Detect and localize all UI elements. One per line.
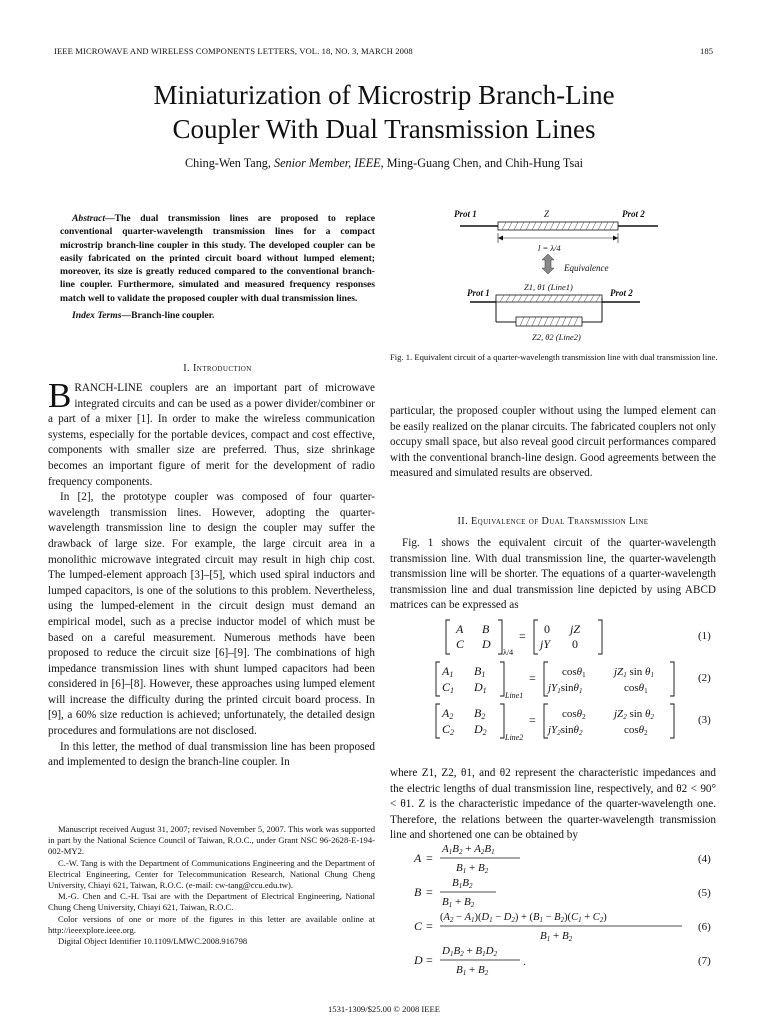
fig-line1-label: Z1, θ1 (Line1) [524, 282, 573, 292]
eq-number-3: (3) [698, 714, 711, 726]
authors-rest: Ming-Guang Chen, and Chih-Hung Tsai [386, 156, 583, 170]
footnotes [48, 824, 375, 947]
fig-port2-top: Prot 2 [622, 209, 645, 219]
fig-port2-bottom: Prot 2 [610, 288, 633, 298]
svg-text:(A2 − A1)(D1 − D2) + (B1 − B2): (A2 − A1)(D1 − D2) + (B1 − B2)(C1 + C2) [440, 912, 607, 924]
svg-text:C2: C2 [442, 722, 455, 737]
svg-text:B1 + B2: B1 + B2 [456, 964, 489, 977]
eq-number-6: (6) [698, 921, 711, 933]
footnote-chen-tsai: M.-G. Chen and C.-H. Tsai are with the Department of Electrical Engineering, National Chung Cheng University, Chiayi 621, Taiwan, R.O.C. [48, 891, 375, 913]
svg-text:D: D [482, 637, 491, 651]
footnote-tang: C.-W. Tang is with the Department of Communications Engineering and the Department of Electrical Engineering, Center for Telecommunication Research, National Chung Cheng University, Chiayi 621, Taiwan, R.O.C. (e-mail: cw-tang@ccu.edu.tw). [48, 857, 375, 891]
svg-text:=: = [529, 671, 536, 685]
intro-paragraph-cont: particular, the proposed coupler without using the lumped element can be easily realized on the planar circuits. The fabricated couplers not only occupy small space, but also reveal good circuit performances compared with the conventional branch-line design. Good agreements between the measured and simulated results are observed. [390, 405, 716, 480]
svg-text:A1B2 + A2B1: A1B2 + A2B1 [442, 843, 495, 856]
svg-text:=: = [426, 885, 433, 899]
svg-text:B1 + B2: B1 + B2 [540, 930, 573, 943]
intro-paragraph-2: In [2], the prototype coupler was composed of four quarter-wavelength transmission lines. However, adopting the quarter-wavelength transmission line to design the coupler may suffer the drawback of large size. For example, the large circuit area in a monolithic microwave integrated circuit may result in high chip cost. The lumped-element approach [3]–[5], which used spiral inductors and lumped capacitors, is one of the solutions to this problem. Nevertheless, using the lumped-element in the circuit design must demand an empirical model, such as a precise inductor model of which must be based on a careful measurement. Numerous methods have been proposed to reduce the circuit size [6]–[9]. The combinations of high impedance transmission lines with shunt lumped capacitors had been considered in [6]–[8]. However, these approaches using lumped element will increase the difficulty during the printed circuit board process. In [9], a 60% size reduction is achieved; unfortunately, the detailed design procedures and formulations are not disclosed. [48, 491, 375, 738]
section-2-paragraph-2: where Z1, Z2, θ1, and θ2 represent the characteristic impedances and the electric lengths of dual transmission line, respectively, and θ2 < 90° < θ1. Z is the characteristic impedance of the quarter-wavelength one. Therefore, the relations between the quarter-wavelength transmission line and shortened one can be obtained by [390, 767, 716, 842]
svg-text:=: = [529, 713, 536, 727]
svg-text:cosθ2: cosθ2 [562, 708, 586, 721]
eq-number-7: (7) [698, 955, 711, 967]
svg-text:jY2sinθ2: jY2sinθ2 [548, 724, 583, 737]
svg-text:jZ1 sin θ1: jZ1 sin θ1 [614, 666, 654, 679]
svg-text:B: B [414, 885, 422, 899]
index-terms-text: —Branch-line coupler. [121, 310, 215, 322]
svg-text:D: D [414, 953, 423, 967]
left-column-body [48, 376, 375, 771]
svg-text:B1B2: B1B2 [452, 877, 473, 890]
svg-text:jZ: jZ [570, 622, 581, 636]
page-number: 185 [700, 46, 714, 56]
fig-line2-tline [516, 317, 582, 326]
drop-cap: B [48, 376, 72, 415]
footnote-manuscript: Manuscript received August 31, 2007; revised November 5, 2007. This work was supported in part by the National Science Council of Taiwan, R.O.C., under Grant NSC 96-2628-E-194-002-MY2. [48, 824, 375, 857]
title-line-2: Coupler With Dual Transmission Lines [172, 114, 596, 144]
section-2-paragraph-1: Fig. 1 shows the equivalent circuit of the quarter-wavelength transmission line. With dual transmission line, the quarter-wavelength transmission line will be shorter. The equations of a quarter-wavelength transmission line and dual transmission line depicted by using ABCD matrices can be expressed as [390, 537, 716, 612]
intro-paragraph-3: In this letter, the method of dual transmission line has been proposed and implemented to design the branch-line coupler. In [48, 740, 375, 769]
svg-text:cosθ2: cosθ2 [624, 724, 648, 737]
journal-header: IEEE MICROWAVE AND WIRELESS COMPONENTS LETTERS, VOL. 18, NO. 3, MARCH 2008 [54, 46, 413, 56]
paper-title [0, 78, 768, 146]
svg-text:C1: C1 [442, 680, 455, 695]
figure-1-caption: Fig. 1. Equivalent circuit of a quarter-wavelength transmission line with dual transmission line. [390, 352, 718, 362]
footnote-doi: Digital Object Identifier 10.1109/LMWC.2008.916798 [58, 936, 248, 947]
author-1: Ching-Wen Tang, [185, 156, 271, 170]
fig-equivalence: Equivalence [564, 263, 609, 273]
fig-length-label: l = λ/4 [538, 243, 561, 253]
svg-text:C: C [456, 637, 465, 651]
eq-number-4: (4) [698, 853, 711, 865]
figure-1-circuit [440, 200, 680, 350]
svg-text:D1B2 + B1D2: D1B2 + B1D2 [442, 945, 498, 958]
svg-text:=: = [426, 851, 433, 865]
svg-text:D1: D1 [474, 680, 487, 695]
title-line-1: Miniaturization of Microstrip Branch-Line [153, 80, 615, 110]
abstract-text: —The dual transmission lines are proposed to replace conventional quarter-wavelength transmission lines for a compact microstrip branch-line coupler in this study. The developed coupler can be easily fabricated on the printed circuit board without lumped element; moreover, its size is greatly reduced compared to the conventional branch-line coupler. Furthermore, simulated and measured frequency responses match well to validate the proposed coupler with dual transmission lines. [60, 213, 375, 304]
svg-text:B1 + B2: B1 + B2 [456, 862, 489, 875]
svg-text:A2: A2 [442, 706, 454, 721]
fig-port1-bottom: Prot 1 [467, 288, 490, 298]
svg-text:0: 0 [544, 622, 550, 636]
svg-text:cosθ1: cosθ1 [562, 666, 586, 679]
eq-number-2: (2) [698, 672, 711, 684]
index-terms-label: Index Terms [72, 310, 122, 322]
svg-text:jY1sinθ1: jY1sinθ1 [548, 682, 583, 695]
svg-text:A: A [414, 851, 422, 865]
right-column-intro-cont [390, 404, 716, 482]
svg-text:A1: A1 [442, 664, 454, 679]
fig-z-label: Z [544, 209, 550, 219]
section-2-heading: II. Equivalence of Dual Transmission Line [457, 516, 649, 527]
fig-line2-label: Z2, θ2 (Line2) [532, 332, 581, 342]
relation-equations [410, 832, 710, 982]
svg-text:B1 + B2: B1 + B2 [442, 896, 475, 909]
svg-text:.: . [523, 954, 526, 968]
svg-text:jY: jY [540, 637, 551, 651]
svg-text:=: = [519, 629, 526, 643]
svg-text:Line1: Line1 [505, 691, 524, 700]
svg-text:0: 0 [572, 637, 578, 651]
svg-text:B: B [482, 622, 490, 636]
matrix-equations [420, 618, 720, 758]
svg-text:A: A [456, 622, 464, 636]
svg-text:B1: B1 [474, 664, 486, 679]
svg-text:D2: D2 [474, 722, 487, 737]
svg-text:Line2: Line2 [505, 733, 524, 742]
authors [0, 156, 768, 171]
fig-port1-top: Prot 1 [454, 209, 477, 219]
svg-text:cosθ1: cosθ1 [624, 682, 648, 695]
svg-text:=: = [426, 919, 433, 933]
abstract-label: Abstract [72, 213, 106, 224]
intro-paragraph-1: RANCH-LINE couplers are an important part of microwave integrated circuits and can be used as a power divider/combiner or a part of a mixer [1]. In order to make the wireless communication systems, especially for the portable devices, compact and cost effective, components with smaller size are preferred. Thus, size shrinkage becomes an important figure of merit for the development of radio frequency components. [48, 382, 375, 488]
svg-text:B2: B2 [474, 706, 486, 721]
author-1-role: Senior Member, IEEE, [274, 156, 384, 170]
svg-text:λ/4: λ/4 [503, 648, 514, 657]
svg-text:jZ2 sin θ2: jZ2 sin θ2 [614, 708, 654, 721]
equivalence-arrow-icon [542, 254, 554, 274]
abstract [60, 212, 375, 326]
eq-number-1: (1) [698, 630, 711, 642]
eq-number-5: (5) [698, 887, 711, 899]
svg-text:C: C [414, 919, 423, 933]
footnote-color: Color versions of one or more of the figures in this letter are available online at http://ieeexplore.ieee.org. [48, 913, 375, 935]
copyright: 1531-1309/$25.00 © 2008 IEEE [327, 1004, 441, 1014]
section-1-heading: I. Introduction [183, 363, 252, 374]
svg-text:=: = [426, 953, 433, 967]
